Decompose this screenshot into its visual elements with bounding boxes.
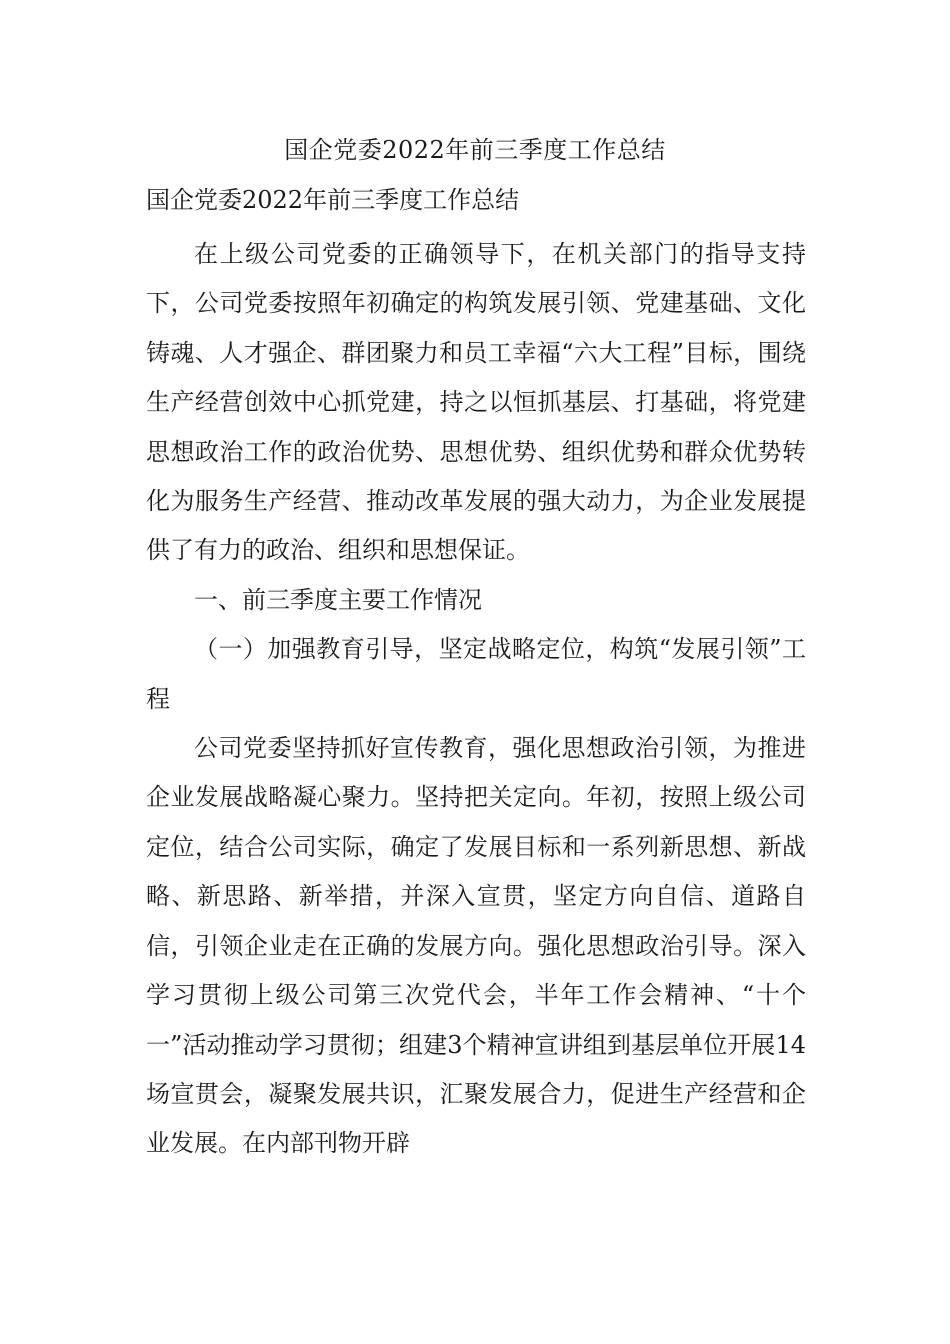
document-title: 国企党委2022年前三季度工作总结: [284, 136, 666, 164]
subsection-heading-1: （一）加强教育引导，坚定战略定位，构筑“发展引领”工程: [146, 635, 806, 713]
section-paragraph: 公司党委坚持抓好宣传教育，强化思想政治引领，为推进企业发展战略凝心聚力。坚持把关定向。年初，按照上级公司定位，结合公司实际，确定了发展目标和一系列新思想、新战略、新思路、新举措，并深入宣贯，坚定方向自信、道路自信，引领企业走在正确的发展方向。强化思想政治引导。深入学习贯彻上级公司第三次党代会，半年工作会精神、“十个一”活动推动学习贯彻；组建3个精神宣讲组到基层单位开展14场宣贯会，凝聚发展共识，汇聚发展合力，促进生产经营和企业发展。在内部刊物开辟: [146, 734, 806, 1158]
section-heading-1: 一、前三季度主要工作情况: [194, 585, 482, 614]
document-subtitle: 国企党委2022年前三季度工作总结: [146, 186, 520, 214]
intro-paragraph: 在上级公司党委的正确领导下，在机关部门的指导支持下，公司党委按照年初确定的构筑发展引领、党建基础、文化铸魂、人才强企、群团聚力和员工幸福“六大工程”目标，围绕生产经营创效中心抓党建，持之以恒抓基层、打基础，将党建思想政治工作的政治优势、思想优势、组织优势和群众优势转化为服务生产经营、推动改革发展的强大动力，为企业发展提供了有力的政治、组织和思想保证。: [146, 240, 806, 565]
document-body: [146, 230, 806, 1169]
